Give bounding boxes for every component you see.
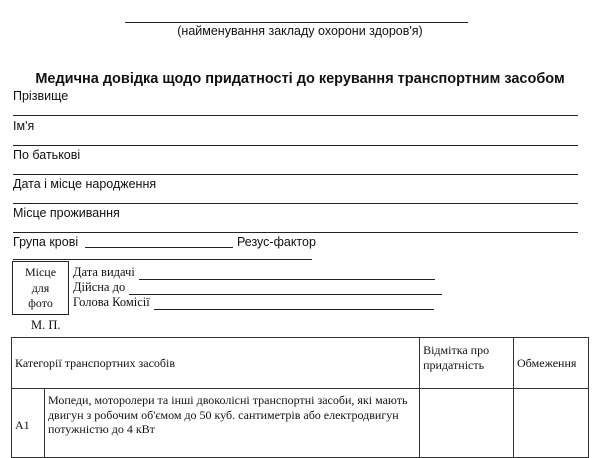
issue-date-row [73, 265, 435, 280]
restrictions-cell[interactable] [514, 389, 589, 458]
residence-label: Місце проживання [13, 206, 120, 220]
rhesus-label: Резус-фактор [237, 235, 316, 249]
header-restrictions: Обмеження [514, 338, 589, 389]
birth-date-place-label: Дата і місце народження [13, 177, 157, 191]
photo-label-line2: для [31, 280, 50, 295]
table-header-row [12, 338, 589, 389]
commission-chair-label: Голова Комісії [73, 295, 150, 309]
document-title: Медична довідка щодо придатності до керування транспортним засобом [35, 71, 565, 87]
surname-field[interactable] [13, 115, 578, 116]
photo-label-line3: фото [28, 296, 53, 310]
commission-chair-field[interactable] [154, 298, 434, 310]
category-code: A1 [12, 389, 45, 458]
photo-placeholder [12, 261, 69, 315]
vehicle-categories-table [11, 337, 589, 458]
valid-until-field[interactable] [129, 283, 442, 295]
issue-date-label: Дата видачі [73, 265, 135, 279]
residence-field[interactable] [13, 232, 578, 233]
first-name-label: Ім'я [13, 119, 35, 133]
stamp-place: М. П. [31, 318, 61, 332]
valid-until-label: Дійсна до [73, 280, 126, 294]
blood-group-field[interactable] [85, 247, 233, 248]
institution-caption: (найменування закладу охорони здоров'я) [177, 24, 423, 38]
fitness-cell[interactable] [420, 389, 514, 458]
valid-until-row [73, 280, 442, 295]
commission-chair-row [73, 295, 434, 310]
patronymic-field[interactable] [13, 174, 578, 175]
surname-label: Прізвище [13, 89, 69, 103]
birth-date-place-field[interactable] [13, 203, 578, 204]
patronymic-label: По батькові [13, 148, 81, 162]
institution-name-line[interactable] [125, 22, 468, 23]
photo-label-line1: Місце [24, 265, 57, 279]
table-row [12, 389, 589, 458]
category-description: Мопеди, моторолери та інші двоколісні транспортні засоби, які мають двигун з робочим об'ємом до 50 куб. сантиметрів або електродвигун потужністю до 4 кВт [44, 389, 419, 458]
header-category: Категорії транспортних засобів [12, 338, 420, 389]
issue-date-field[interactable] [139, 268, 435, 280]
header-fitness: Відмітка про придатність [420, 338, 514, 389]
blood-group-label: Група крові [13, 235, 79, 249]
first-name-field[interactable] [13, 145, 578, 146]
rhesus-field[interactable] [13, 259, 312, 260]
